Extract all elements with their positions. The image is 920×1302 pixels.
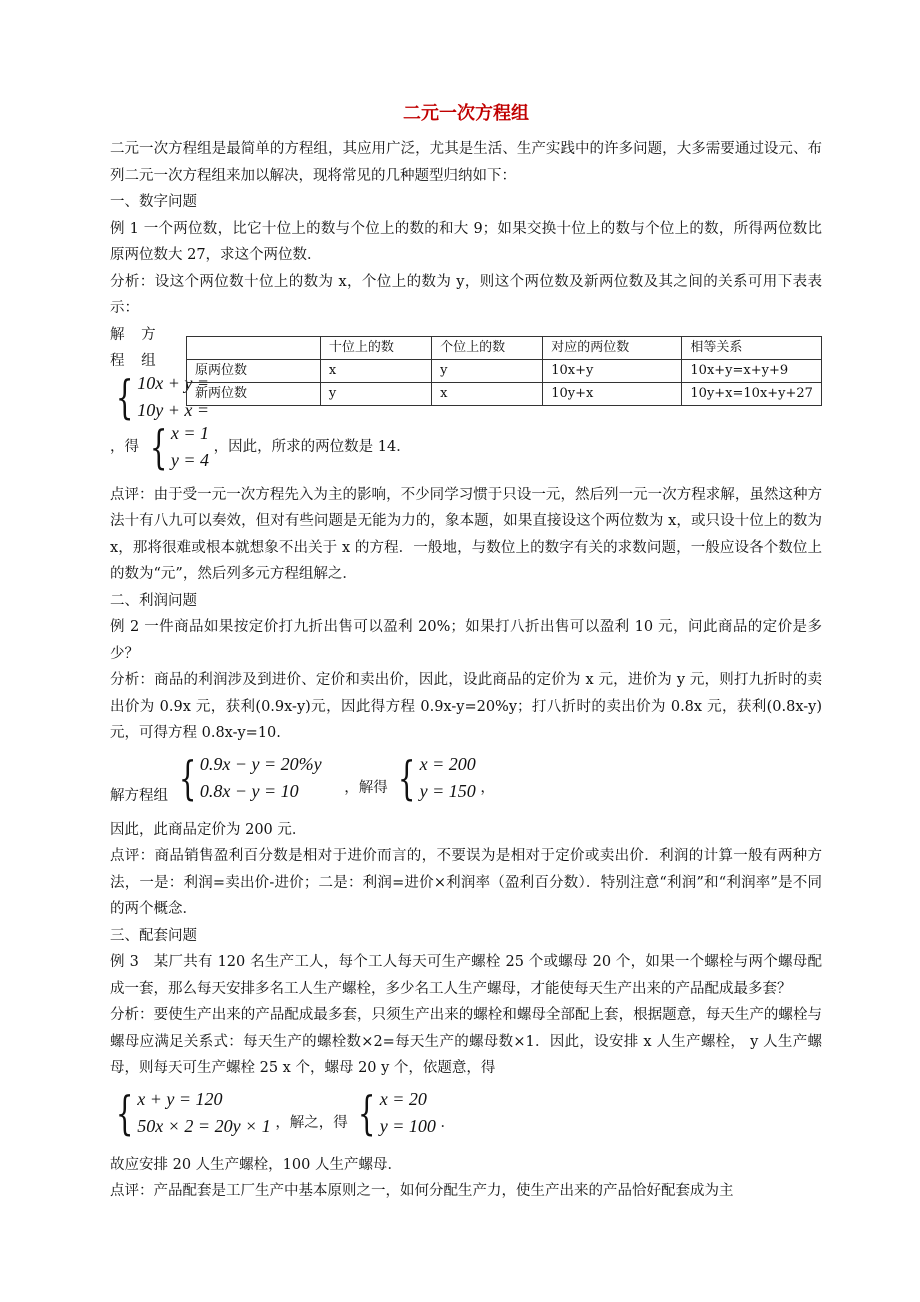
table-row bbox=[187, 359, 822, 382]
solve-mid-3: ，解之，得 bbox=[275, 1114, 348, 1131]
result-system-1 bbox=[144, 420, 209, 474]
table-cell: x bbox=[432, 382, 543, 405]
section-1-heading: 一、数字问题 bbox=[110, 194, 197, 210]
equation-line: 10x + y = bbox=[137, 372, 210, 393]
table-row bbox=[187, 382, 822, 405]
table-cell: y bbox=[432, 359, 543, 382]
comment-2: 点评：商品销售盈利百分数是相对于进价而言的，不要误为是相对于定价或卖出价．利润的计算一般有两种方法，一是：利润=卖出价-进价；二是：利润=进价×利润率（盈利百分数）．特别注意“利润”和“利润率”是不同的两个概念． bbox=[110, 848, 822, 917]
table-cell: 十位上的数 bbox=[320, 336, 431, 359]
analysis-2: 分析：商品的利润涉及到进价、定价和卖出价，因此，设此商品的定价为 x 元，进价为 y 元，则打九折时的卖出价为 0.9x 元，获利(0.9x-y)元，因此得方程 0.9x-y=20%y；打八折时的卖出价为 0.8x 元，获利(0.8x-y)元，可得方程 0.8x-y=10. bbox=[110, 672, 822, 741]
equation-line: y = 150 bbox=[419, 780, 476, 801]
table-cell: 个位上的数 bbox=[432, 336, 543, 359]
table-cell: x bbox=[320, 359, 431, 382]
table-cell: 10y+x=10x+y+27 bbox=[682, 382, 822, 405]
table-cell bbox=[187, 336, 321, 359]
solve-row-3 bbox=[110, 1082, 822, 1152]
equation-system-3 bbox=[110, 1086, 271, 1140]
table-cell: 10x+y=x+y+9 bbox=[682, 359, 822, 382]
result-system-2 bbox=[392, 751, 475, 805]
comment-1: 点评：由于受一元一次方程先入为主的影响，不少同学习惯于只设一元，然后列一元一次方程求解，虽然这种方法十有八九可以奏效，但对有些问题是无能为力的，象本题，如果直接设这个两位数为 x，或只设十位上的数为 x，那将很难或根本就想象不出关于 x 的方程．一般地，与数位上的数字有关的求数问题，一般应设各个数位上的数为“元”，然后列多元方程组解之． bbox=[110, 486, 822, 582]
analysis-3: 分析：要使生产出来的产品配成最多套，只须生产出来的螺栓和螺母全部配上套，根据题意，每天生产的螺栓与螺母应满足关系式：每天生产的螺栓数×2=每天生产的螺母数×1．因此，设安排 x 人生产螺栓， y 人生产螺母，则每天可生产螺栓 25 x 个，螺母 20 y 个，依题意，得 bbox=[110, 1007, 822, 1076]
equation-line: y = 4 bbox=[170, 449, 210, 470]
relation-table bbox=[186, 336, 822, 406]
document-page bbox=[110, 100, 822, 1205]
equation-line: x = 200 bbox=[419, 753, 476, 774]
equation-line: 0.9x − y = 20%y bbox=[199, 753, 322, 774]
equation-line: x = 20 bbox=[379, 1088, 427, 1109]
table-cell: 10y+x bbox=[543, 382, 682, 405]
equation-line: x + y = 120 bbox=[137, 1088, 223, 1109]
example-1: 例 1 一个两位数，比它十位上的数与个位上的数的和大 9；如果交换十位上的数与个位上的数，所得两位数比原两位数大 27，求这个两位数． bbox=[110, 220, 822, 263]
brace-icon: { bbox=[398, 750, 416, 805]
brace-icon: { bbox=[115, 369, 134, 424]
comment-3: 点评：产品配套是工厂生产中基本原则之一，如何分配生产力，使生产出来的产品恰好配套成为主 bbox=[110, 1183, 734, 1199]
conclusion-3: 故应安排 20 人生产螺栓，100 人生产螺母． bbox=[110, 1156, 402, 1173]
table-cell: 对应的两位数 bbox=[543, 336, 682, 359]
brace-icon: { bbox=[358, 1085, 376, 1140]
section-3-heading: 三、配套问题 bbox=[110, 927, 197, 944]
solve-row-2 bbox=[110, 747, 822, 817]
equation-line: 10y + x = bbox=[137, 399, 210, 420]
table-cell: 10x+y bbox=[543, 359, 682, 382]
analysis-1: 分析：设这个两位数十位上的数为 x，个位上的数为 y，则这个两位数及新两位数及其之间的关系可用下表表示： bbox=[110, 273, 822, 316]
result-suffix: ，因此，所求的两位数是 14． bbox=[213, 438, 411, 455]
table-cell: y bbox=[320, 382, 431, 405]
result-system-3 bbox=[352, 1086, 435, 1140]
brace-icon: { bbox=[178, 750, 197, 805]
table-cell: 新两位数 bbox=[187, 382, 321, 405]
result-row-1 bbox=[110, 414, 822, 482]
equation-line: y = 100 bbox=[379, 1115, 436, 1136]
solve-label-2: 解方程组 bbox=[110, 787, 168, 804]
document-title: 二元一次方程组 bbox=[403, 103, 529, 124]
equation-line: 50x × 2 = 20y × 1 bbox=[137, 1115, 271, 1136]
table-cell: 原两位数 bbox=[187, 359, 321, 382]
equation-line: x = 1 bbox=[170, 422, 210, 443]
equation-line: 0.8x − y = 10 bbox=[199, 780, 299, 801]
result-suffix: ． bbox=[440, 1114, 455, 1131]
table-block-1 bbox=[110, 322, 822, 424]
result-suffix: ， bbox=[480, 779, 495, 796]
solve-mid-2: ，解得 bbox=[344, 779, 388, 796]
intro-paragraph: 二元一次方程组是最简单的方程组，其应用广泛，尤其是生活、生产实践中的许多问题，大多需要通过设元、布列二元一次方程组来加以解决，现将常见的几种题型归纳如下： bbox=[110, 141, 822, 184]
solve-label-1: 解 方 程 组 bbox=[110, 326, 162, 369]
conclusion-2: 因此，此商品定价为 200 元． bbox=[110, 821, 307, 838]
brace-icon: { bbox=[149, 419, 168, 474]
example-3: 例 3 某厂共有 120 名生产工人，每个工人每天可生产螺栓 25 个或螺母 20 个，如果一个螺栓与两个螺母配成一套，那么每天安排多名工人生产螺栓，多少名工人生产螺母，才能使每天生产出来的产品配成最多套？ bbox=[110, 954, 822, 997]
table-header-row bbox=[187, 336, 822, 359]
equation-system-2 bbox=[173, 751, 322, 805]
brace-icon: { bbox=[115, 1085, 134, 1140]
section-2-heading: 二、利润问题 bbox=[110, 592, 197, 609]
result-prefix: ，得 bbox=[110, 438, 139, 455]
example-2: 例 2 一件商品如果按定价打九折出售可以盈利 20%；如果打八折出售可以盈利 10 元，问此商品的定价是多少？ bbox=[110, 619, 822, 662]
table-cell: 相等关系 bbox=[682, 336, 822, 359]
